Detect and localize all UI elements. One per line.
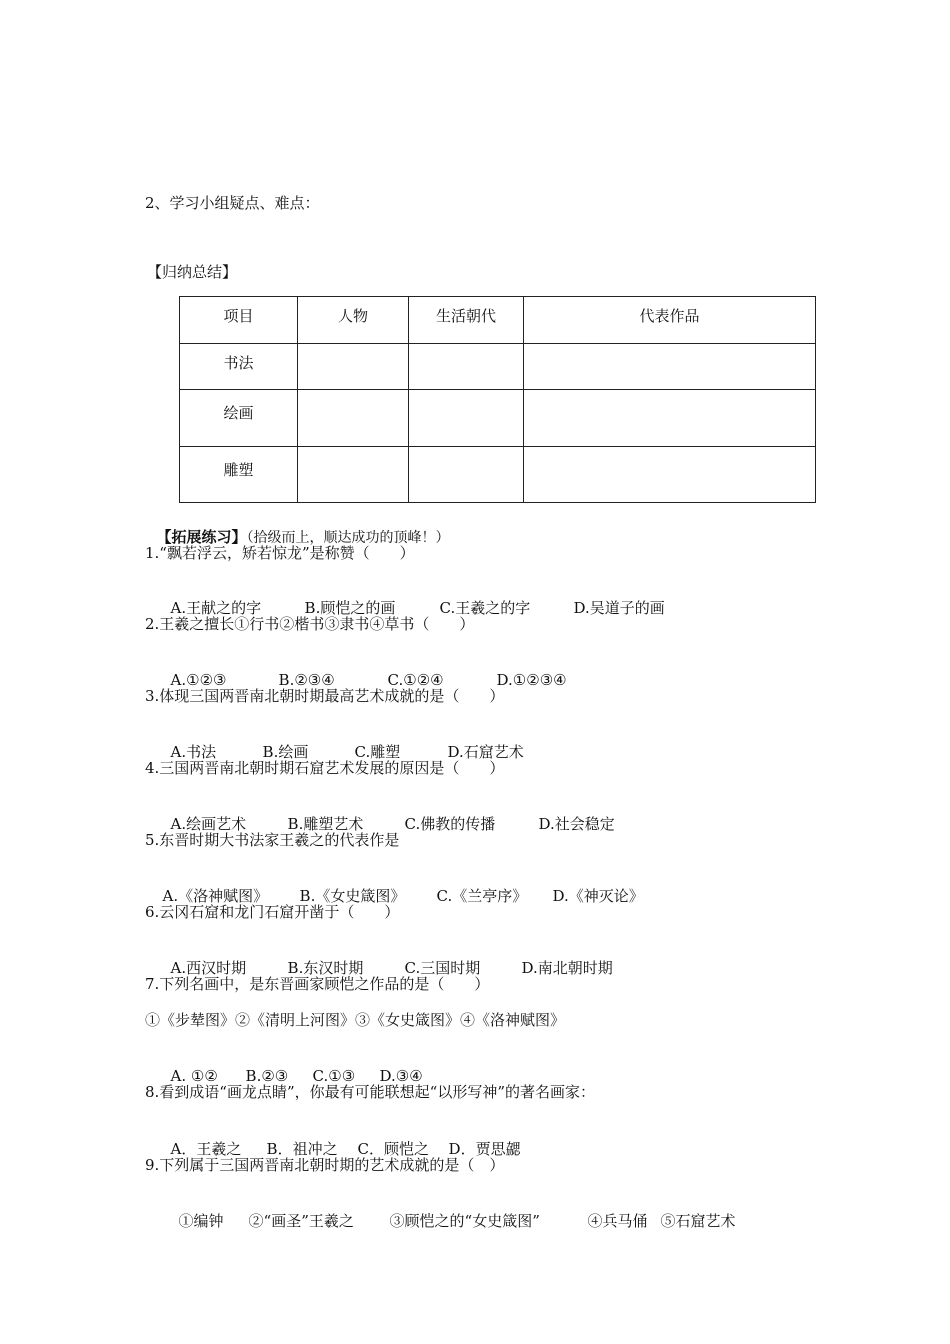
option: C.佛教的传播 — [404, 815, 496, 833]
column-header: 生活朝代 — [409, 297, 524, 344]
table-row — [180, 447, 816, 503]
table-row — [180, 344, 816, 390]
column-header: 项目 — [180, 297, 298, 344]
dynasty-cell — [409, 344, 524, 390]
option: A.书法 — [170, 743, 217, 761]
row-item: 雕塑 — [180, 447, 298, 503]
practice-subtitle: （拾级而上，顺达成功的顶峰！） — [246, 530, 450, 546]
option: A. ①② — [170, 1067, 218, 1085]
option: B.《女史箴图》 — [299, 887, 406, 905]
option: D.吴道子的画 — [573, 599, 665, 617]
person-cell — [298, 390, 409, 447]
row-item: 绘画 — [180, 390, 298, 447]
question-options — [161, 938, 613, 978]
question-extra: ①《步辇图》②《清明上河图》③《女史箴图》④《洛神赋图》 — [145, 1011, 566, 1029]
option: A.《洛神赋图》 — [162, 887, 269, 905]
question-stem: 4.三国两晋南北朝时期石窟艺术发展的原因是（ ） — [145, 759, 505, 777]
question-stem: 2.王羲之擅长①行书②楷书③隶书④草书（ ） — [145, 615, 475, 633]
question-options — [161, 722, 524, 762]
option: A.西汉时期 — [170, 959, 247, 977]
column-header: 人物 — [298, 297, 409, 344]
question-options — [169, 1191, 736, 1231]
option: ④兵马俑 — [587, 1212, 648, 1230]
option: C．顾恺之 — [357, 1140, 430, 1158]
option: C.雕塑 — [354, 743, 401, 761]
works-cell — [524, 344, 816, 390]
question-stem: 9.下列属于三国两晋南北朝时期的艺术成就的是（ ） — [145, 1156, 505, 1174]
option: D.石窟艺术 — [447, 743, 524, 761]
option: ⑤石窟艺术 — [660, 1212, 736, 1230]
question-stem: 1.“飘若浮云，矫若惊龙”是称赞（ ） — [145, 544, 415, 562]
question-options — [161, 794, 615, 834]
option: B.东汉时期 — [287, 959, 364, 977]
practice-heading: 【拓展练习】 — [156, 528, 247, 546]
row-item: 书法 — [180, 344, 298, 390]
column-header: 代表作品 — [524, 297, 816, 344]
option: D.③④ — [379, 1067, 423, 1085]
option: C.《兰亭序》 — [436, 887, 528, 905]
option: ②“画圣”王羲之 — [248, 1212, 354, 1230]
option: B．祖冲之 — [266, 1140, 338, 1158]
option: A．王羲之 — [170, 1140, 242, 1158]
question-options — [153, 866, 644, 906]
option: B.②③ — [245, 1067, 289, 1085]
option: A.①②③ — [170, 671, 227, 689]
option: B.②③④ — [278, 671, 335, 689]
summary-heading: 【归纳总结】 — [147, 263, 238, 281]
option: B.绘画 — [262, 743, 309, 761]
question-stem: 5.东晋时期大书法家王羲之的代表作是 — [145, 831, 400, 849]
option: ①编钟 — [178, 1212, 224, 1230]
person-cell — [298, 344, 409, 390]
option: B.雕塑艺术 — [287, 815, 364, 833]
option: ③顾恺之的“女史箴图” — [389, 1212, 540, 1230]
option: B.顾恺之的画 — [304, 599, 396, 617]
question-stem: 6.云冈石窟和龙门石窟开凿于（ ） — [145, 903, 400, 921]
person-cell — [298, 447, 409, 503]
option: D．贾思勰 — [448, 1140, 521, 1158]
works-cell — [524, 390, 816, 447]
question-stem: 7.下列名画中，是东晋画家顾恺之作品的是（ ） — [145, 975, 490, 993]
table-header-row — [180, 297, 816, 344]
option: A.绘画艺术 — [170, 815, 247, 833]
option: C.①②④ — [387, 671, 444, 689]
works-cell — [524, 447, 816, 503]
question-stem: 3.体现三国两晋南北朝时期最高艺术成就的是（ ） — [145, 687, 505, 705]
dynasty-cell — [409, 447, 524, 503]
practice-header — [147, 507, 450, 548]
summary-table — [179, 296, 816, 503]
doubts-heading: 2、学习小组疑点、难点： — [145, 194, 320, 212]
dynasty-cell — [409, 390, 524, 447]
option: C.三国时期 — [404, 959, 481, 977]
option: D.①②③④ — [496, 671, 567, 689]
question-options — [161, 1119, 521, 1159]
option: A.王献之的字 — [170, 599, 262, 617]
question-stem: 8.看到成语“画龙点睛”，你最有可能联想起“以形写神”的著名画家： — [145, 1083, 595, 1101]
table-row — [180, 390, 816, 447]
option: D.《神灭论》 — [552, 887, 644, 905]
question-options — [161, 650, 567, 690]
option: C.①③ — [312, 1067, 356, 1085]
question-options — [161, 578, 665, 618]
option: D.社会稳定 — [538, 815, 615, 833]
question-options — [161, 1046, 423, 1086]
option: D.南北朝时期 — [521, 959, 613, 977]
option: C.王羲之的字 — [439, 599, 531, 617]
